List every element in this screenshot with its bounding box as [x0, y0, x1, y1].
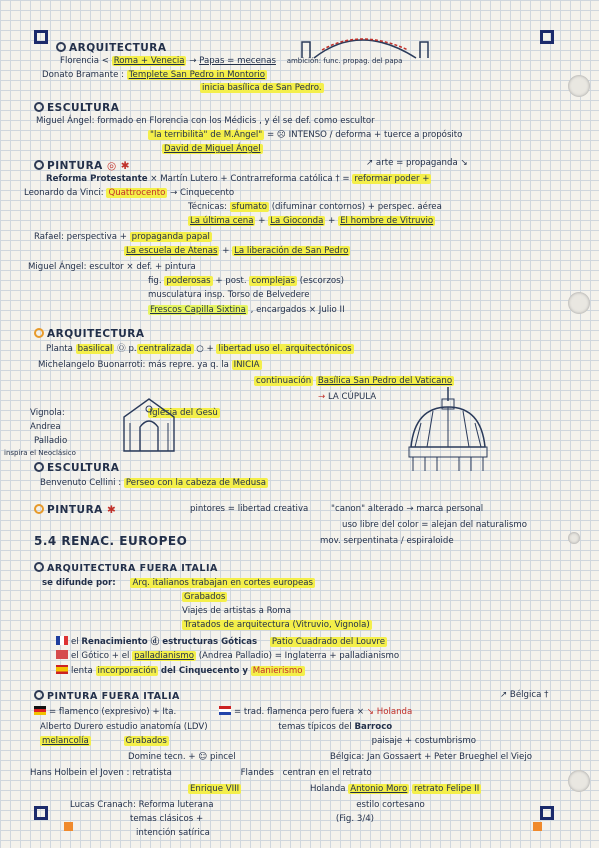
arqf-line-5: el Renacimiento ⓓ estructuras Góticas Patio Cuadrado del Louvre — [56, 636, 387, 648]
pint2-line-1: pintores = libertad creativa "canon" alterado → marca personal — [190, 504, 484, 514]
heading-escultura-2: ESCULTURA — [34, 462, 119, 474]
heading-escultura-1: ESCULTURA — [34, 102, 119, 114]
binder-hole-1 — [568, 75, 590, 97]
arq1-line-2: Donato Bramante : Templete San Pedro in Montorio — [42, 70, 266, 80]
arqf-line-3: Viajes de artistas a Roma — [182, 606, 292, 616]
arq2-line-5: Vignola: Iglesia del Gesù — [30, 408, 218, 418]
corner-mark-top-left — [34, 30, 48, 44]
pint2-line-2: uso libre del color = alejan del naturalismo — [342, 520, 528, 530]
pint1-line-3: Técnicas: sfumato (difuminar contornos) + perspec. aérea — [188, 202, 442, 212]
pint1-line-6: La escuela de Atenas + La liberación de San Pedro — [126, 246, 349, 256]
pint2-line-3: mov. serpentinata / espiraloide — [320, 536, 454, 546]
arq2-line-4: → LA CÚPULA — [318, 392, 377, 402]
church-facade-icon — [120, 393, 178, 453]
pintf-line-2: Alberto Durero estudio anatomía (LDV) temas típicos del Barroco — [40, 722, 393, 732]
arq2-line-1: Planta basilical Ⓞ p. centralizada ○ + libertad uso el. arquitectónicos — [46, 344, 352, 354]
pint1-line-10: Frescos Capilla Sixtina , encargados × Julio II — [150, 305, 345, 315]
pintf-line-8: Lucas Cranach: Reforma luterana estilo cortesano — [70, 800, 425, 810]
arq2-line-7: Palladio — [34, 436, 68, 446]
section-title: 5.4 RENAC. EUROPEO — [34, 534, 188, 548]
esc1-line-3: David de Miguel Ángel — [164, 144, 261, 154]
corner-mark-bottom-right — [540, 806, 554, 820]
heading-pint-fuera-italia: PINTURA FUERA ITALIA — [34, 690, 180, 702]
arqf-line-7: lenta incorporación del Cinquecento y Manierismo — [56, 665, 305, 677]
binder-hole-2 — [568, 292, 590, 314]
pint1-line-2: Leonardo da Vinci: Quattrocento → Cinquecento — [24, 188, 235, 198]
pintf-line-9: temas clásicos + (Fig. 3/4) — [130, 814, 375, 824]
pintf-belgica: ↗ Bélgica † — [500, 690, 549, 700]
arq2-line-6: Andrea — [30, 422, 61, 432]
arqf-line-6: el Gótico + el palladianismo (Andrea Palladio) = Inglaterra + palladianismo — [56, 650, 399, 662]
pintf-line-4: Domine tecn. + ☺ pincel — [128, 752, 236, 762]
pint1-arte: ↗ arte = propaganda ↘ — [366, 158, 468, 168]
pint1-line-1: Reforma Protestante × Martín Lutero + Contrarreforma católica † = reformar poder + — [46, 174, 430, 184]
binder-hole-4 — [568, 770, 590, 792]
arq1-line-1: Florencia < Roma + Venecia → Papas = mecenas ambición: func. propag. del papa — [60, 56, 403, 66]
corner-mark-top-right — [540, 30, 554, 44]
binder-hole-3 — [568, 532, 580, 544]
orange-square-left — [64, 822, 73, 831]
pintf-line-5: Bélgica: Jan Gossaert + Peter Brueghel el Viejo — [330, 752, 532, 762]
heading-pintura-2: PINTURA ✱ — [34, 504, 116, 516]
esc2-line-1: Benvenuto Cellini : Perseo con la cabeza de Medusa — [40, 478, 266, 488]
heading-arq-fuera-italia: ARQUITECTURA FUERA ITALIA — [34, 562, 218, 574]
pint1-line-7: Miguel Ángel: escultor × def. + pintura — [28, 262, 196, 272]
arqf-line-1: se difunde por: Arq. italianos trabajan en cortes europeas — [42, 578, 314, 588]
esc1-line-1: Miguel Ángel: formado en Florencia con los Médicis , y él se def. como escultor — [36, 116, 375, 126]
orange-square-right — [533, 822, 542, 831]
pintf-line-10: intención satírica — [136, 828, 210, 838]
arq1-line-3: inicia basílica de San Pedro. — [202, 83, 322, 93]
pintf-line-1: = flamenco (expresivo) + Ita. = trad. flamenca pero fuera × ↘ Holanda — [34, 706, 412, 718]
heading-arquitectura-2: ARQUITECTURA — [34, 328, 145, 340]
esc1-line-2: "la terribilità" de M.Ángel" = ☹ INTENSO / deforma + tuerce a propósito — [150, 130, 463, 140]
arqf-line-4: Tratados de arquitectura (Vitruvio, Vignola) — [184, 620, 370, 630]
arq2-line-3: continuación Basílica San Pedro del Vaticano — [256, 376, 453, 386]
pintf-line-7: Enrique VIII Holanda Antonio Moro retrato Felipe II — [190, 784, 480, 794]
dome-drawing-icon — [405, 385, 491, 475]
arqf-line-2: Grabados — [184, 592, 226, 602]
pint1-line-5: Rafael: perspectiva + propaganda papal — [34, 232, 210, 242]
heading-pintura-1: PINTURA ◎ ✱ — [34, 160, 130, 172]
corner-mark-bottom-left — [34, 806, 48, 820]
heading-arquitectura-1: ARQUITECTURA — [56, 42, 167, 54]
pint1-line-8: fig. poderosas + post. complejas (escorzos) — [148, 276, 344, 286]
pintf-line-6: Hans Holbein el Joven : retratista Flandes centran en el retrato — [30, 768, 372, 778]
pint1-line-9: musculatura insp. Torso de Belvedere — [148, 290, 310, 300]
pintf-line-3: melancolía Grabados paisaje + costumbrismo — [42, 736, 476, 746]
pint1-line-4: La última cena + La Gioconda + El hombre de Vitruvio — [190, 216, 434, 226]
arq2-line-2: Michelangelo Buonarroti: más repre. ya q. la INICIA — [38, 360, 260, 370]
arq2-line-8: inspira el Neoclásico — [4, 449, 76, 457]
